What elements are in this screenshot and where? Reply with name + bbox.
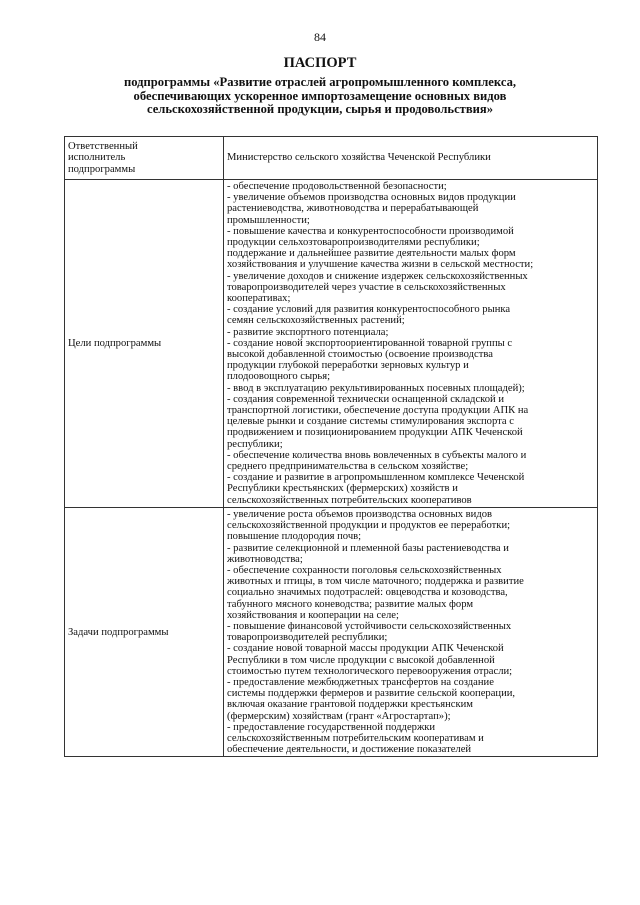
content-line: - обеспечение продовольственной безопасности; [227, 181, 447, 192]
content-line: включая оказание грантовой поддержки крестьянским [227, 699, 473, 711]
table-row-tasks [65, 507, 598, 756]
content-line: - развитие селекционной и племенной базы растениеводства и [227, 542, 509, 554]
content-line: - увеличение роста объемов производства основных видов [227, 508, 493, 520]
content-cell [224, 180, 598, 508]
content-line: (фермерским) хозяйствам (грант «Агростартап»); [227, 710, 451, 722]
content-line: - увеличение доходов и снижение издержек сельскохозяйственных [227, 270, 528, 282]
content-line: продукции глубокой переработки зерновых культур и [227, 360, 469, 372]
content-line: сельскохозяйственным потребительским кооперативам и [227, 732, 484, 744]
content-line: - обеспечение количества вновь вовлеченных в субъекты малого и [227, 449, 527, 461]
content-line: республики; [227, 438, 283, 450]
content-line: - увеличение объемов производства основных видов продукции [227, 192, 516, 204]
content-line: поддержание и дальнейшее развитие деятельности малых форм [227, 248, 516, 260]
label-line: Ответственный [68, 141, 138, 153]
subtitle-line: подпрограммы «Развитие отраслей агропромышленного комплекса, [123, 75, 517, 89]
content-line: Республики в том числе продукции с высокой добавленной [227, 654, 495, 666]
label-line: Задачи подпрограммы [68, 626, 169, 638]
content-cell [224, 507, 598, 756]
table-row-responsible-executor [65, 137, 598, 180]
content-line: - создание и развитие в агропромышленном комплексе Чеченской [227, 472, 525, 484]
table-row-goals [65, 180, 598, 508]
content-line: высокой добавленной стоимостью (освоение производства [227, 349, 493, 361]
content-line: товаропроизводителей республики; [227, 632, 388, 644]
content-line: хозяйствования и улучшение качества жизни в сельской местности; [227, 259, 534, 271]
label-cell [65, 137, 224, 180]
content-line: - предоставление государственной поддержки [227, 721, 436, 733]
content-line: товаропроизводителей через участие в сельскохозяйственных [227, 281, 506, 293]
subtitle-line: обеспечивающих ускоренное импортозамещение основных видов [133, 88, 507, 103]
content-line: среднего предпринимательства в сельском хозяйстве; [227, 461, 469, 473]
content-line: - создание условий для развития конкурентоспособного рынка [227, 304, 511, 316]
content-line: системы поддержки фермеров и развитие сельской кооперации, [227, 688, 516, 700]
content-line: - создание новой экспортоориентированной товарной группы с [227, 337, 513, 349]
content-line: - ввод в эксплуатацию рекультивированных посевных площадей); [227, 382, 525, 394]
content-line: - создание новой товарной массы продукции АПК Чеченской [227, 643, 504, 655]
label-cell [65, 507, 224, 756]
content-line: продвижением и позиционированием продукции АПК Чеченской [227, 427, 523, 439]
content-line: - повышение финансовой устойчивости сельскохозяйственных [227, 620, 512, 632]
content-line: повышение плодородия почв; [227, 531, 362, 543]
content-line: социально значимых подотраслей: овцеводства и козоводства, [227, 587, 508, 599]
content-line: животных и птицы, в том числе маточного; поддержка и развитие [227, 576, 524, 588]
content-line: растениеводства, животноводства и перерабатывающей [227, 203, 479, 215]
content-line: Министерство сельского хозяйства Чеченской Республики [227, 152, 491, 164]
content-line: кооперативах; [227, 293, 291, 305]
content-line: - предоставление межбюджетных трансфертов на создание [227, 676, 494, 688]
content-line: животноводства; [227, 553, 303, 565]
content-line: обеспечение деятельности, и достижение показателей [227, 744, 472, 756]
content-line: хозяйствования и кооперации на селе; [227, 609, 399, 621]
label-line: подпрограммы [68, 163, 136, 175]
page-number: 84 [314, 30, 326, 44]
content-line: целевые рынки и создание системы стимулирования экспорта с [227, 416, 514, 428]
content-line: сельскохозяйственных потребительских кооперативов [227, 494, 472, 506]
content-line: плодоовощного сырья; [227, 371, 331, 383]
content-line: табунного мясного коневодства; развитие малых форм [227, 598, 474, 610]
content-line: семян сельскохозяйственных растений; [227, 315, 405, 327]
content-line: - обеспечение сохранности поголовья сельскохозяйственных [227, 564, 502, 576]
label-line: Цели подпрограммы [68, 337, 162, 349]
content-line: промышленности; [227, 214, 310, 226]
content-line: транспортной логистики, обеспечение доступа продукции АПК на [227, 405, 529, 417]
document-title: ПАСПОРТ [283, 55, 357, 71]
passport-table [64, 136, 598, 757]
content-line: - развитие экспортного потенциала; [227, 326, 389, 338]
content-line: сельскохозяйственной продукции и продуктов ее переработки; [227, 520, 511, 532]
content-line: стоимостью путем технологического перевооружения отрасли; [227, 665, 513, 677]
label-cell [65, 180, 224, 508]
subtitle-line: сельскохозяйственной продукции, сырья и продовольствия» [146, 102, 494, 116]
content-line: - повышение качества и конкурентоспособности производимой [227, 225, 514, 237]
document-subtitle [60, 76, 580, 117]
label-line: исполнитель [68, 152, 126, 164]
content-cell [224, 137, 598, 180]
content-line: Республики крестьянских (фермерских) хозяйств и [227, 483, 458, 495]
content-line: - создания современной технически оснащенной складской и [227, 393, 505, 405]
content-line: продукции сельхозтоваропроизводителями республики; [227, 237, 480, 249]
